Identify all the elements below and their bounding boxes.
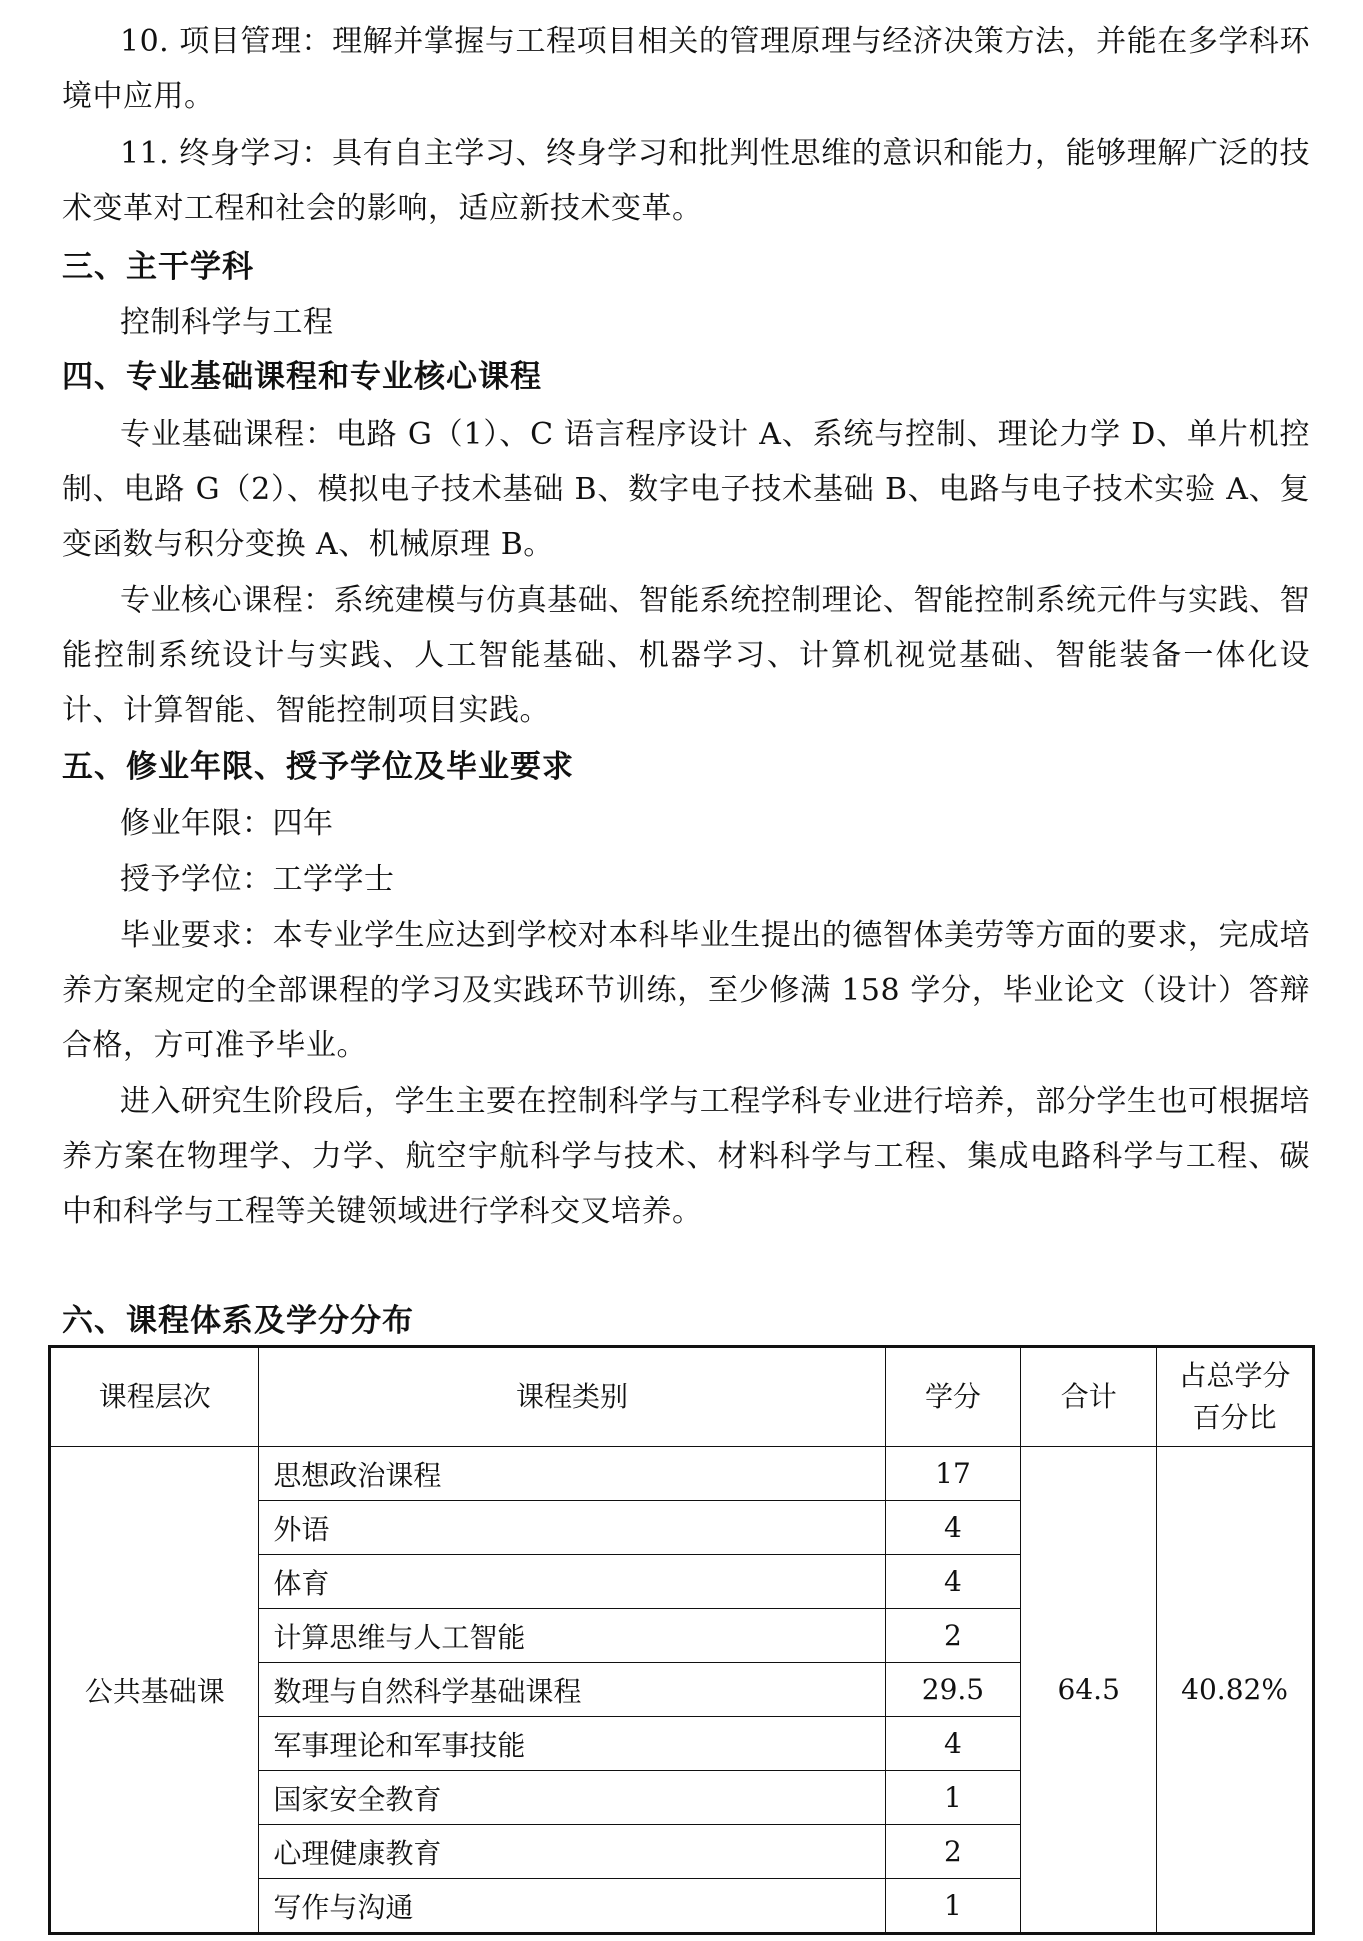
credits-cell: 1 <box>885 1771 1021 1825</box>
header-percent-line2: 百分比 <box>1192 1401 1277 1434</box>
section-heading-main-discipline: 三、主干学科 <box>62 249 254 285</box>
category-cell: 心理健康教育 <box>259 1825 885 1879</box>
header-percent-line1: 占总学分 <box>1178 1359 1291 1392</box>
credits-cell: 1 <box>885 1879 1021 1934</box>
table-header-row <box>50 1347 1314 1447</box>
category-cell: 写作与沟通 <box>259 1879 885 1934</box>
credits-cell: 2 <box>885 1609 1021 1663</box>
section-heading-credit-distribution: 六、课程体系及学分分布 <box>62 1303 414 1339</box>
header-percent <box>1157 1347 1314 1447</box>
category-cell: 体育 <box>259 1555 885 1609</box>
section-heading-duration-degree: 五、修业年限、授予学位及毕业要求 <box>62 749 574 785</box>
graduate-stage-paragraph: 进入研究生阶段后，学生主要在控制科学与工程学科专业进行培养，部分学生也可根据培养方案在物理学、力学、航空宇航科学与技术、材料科学与工程、集成电路科学与工程、碳中和科学与工程等关键领域进行学科交叉培养。 <box>62 1084 1310 1229</box>
basic-courses-paragraph: 专业基础课程：电路 G（1）、C 语言程序设计 A、系统与控制、理论力学 D、单片机控制、电路 G（2）、模拟电子技术基础 B、数字电子技术基础 B、电路与电子技术实验 A、复变函数与积分变换 A、机械原理 B。 <box>62 417 1310 562</box>
total-credits-cell: 64.5 <box>1021 1447 1157 1934</box>
header-credits: 学分 <box>885 1347 1021 1447</box>
category-cell: 军事理论和军事技能 <box>259 1717 885 1771</box>
credits-cell: 17 <box>885 1447 1021 1501</box>
requirement-10-paragraph: 10. 项目管理：理解并掌握与工程项目相关的管理原理与经济决策方法，并能在多学科环境中应用。 <box>62 24 1310 114</box>
credit-distribution-table <box>48 1345 1315 1935</box>
study-duration-text: 修业年限：四年 <box>120 806 334 841</box>
table-row <box>50 1447 1314 1501</box>
credits-cell: 29.5 <box>885 1663 1021 1717</box>
credits-cell: 4 <box>885 1501 1021 1555</box>
category-cell: 数理与自然科学基础课程 <box>259 1663 885 1717</box>
requirement-11-paragraph: 11. 终身学习：具有自主学习、终身学习和批判性思维的意识和能力，能够理解广泛的技术变革对工程和社会的影响，适应新技术变革。 <box>62 136 1310 226</box>
header-course-category: 课程类别 <box>259 1347 885 1447</box>
header-total: 合计 <box>1021 1347 1157 1447</box>
category-cell: 计算思维与人工智能 <box>259 1609 885 1663</box>
credits-cell: 4 <box>885 1555 1021 1609</box>
header-course-level: 课程层次 <box>50 1347 259 1447</box>
credits-cell: 4 <box>885 1717 1021 1771</box>
percent-cell: 40.82% <box>1157 1447 1314 1934</box>
course-level-cell: 公共基础课 <box>50 1447 259 1934</box>
category-cell: 国家安全教育 <box>259 1771 885 1825</box>
category-cell: 外语 <box>259 1501 885 1555</box>
category-cell: 思想政治课程 <box>259 1447 885 1501</box>
main-discipline-text: 控制科学与工程 <box>120 305 334 340</box>
core-courses-paragraph: 专业核心课程：系统建模与仿真基础、智能系统控制理论、智能控制系统元件与实践、智能控制系统设计与实践、人工智能基础、机器学习、计算机视觉基础、智能装备一体化设计、计算智能、智能控制项目实践。 <box>62 583 1310 728</box>
section-heading-courses: 四、专业基础课程和专业核心课程 <box>62 359 542 395</box>
degree-text: 授予学位：工学学士 <box>120 862 395 897</box>
graduation-requirement-paragraph: 毕业要求：本专业学生应达到学校对本科毕业生提出的德智体美劳等方面的要求，完成培养方案规定的全部课程的学习及实践环节训练，至少修满 158 学分，毕业论文（设计）答辩合格，方可准予毕业。 <box>62 918 1310 1063</box>
credits-cell: 2 <box>885 1825 1021 1879</box>
